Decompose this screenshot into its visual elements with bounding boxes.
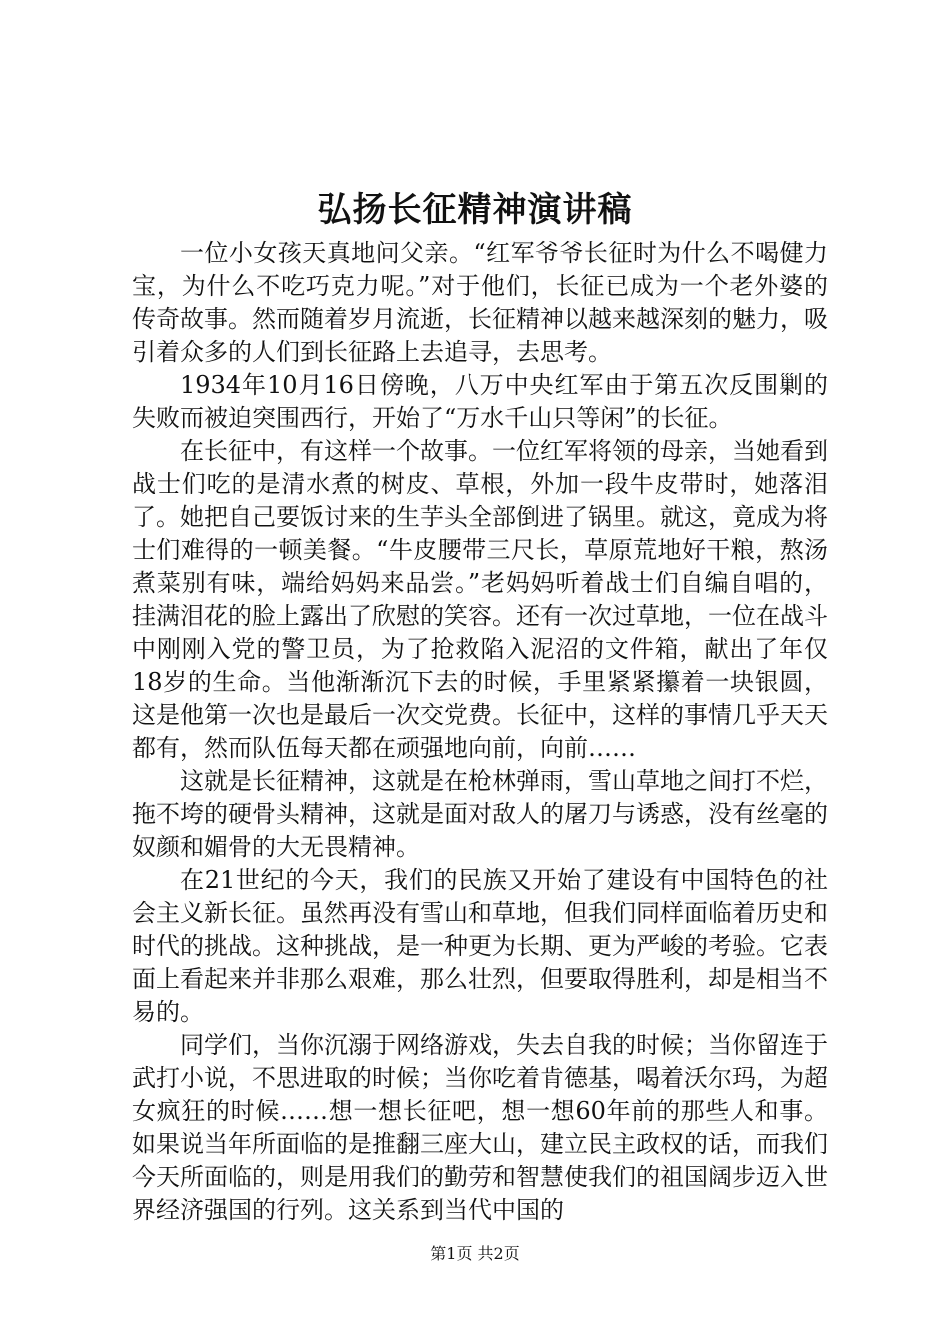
paragraph-5: 在21世纪的今天，我们的民族又开始了建设有中国特色的社会主义新长征。虽然再没有雪山和草地，但我们同样面临着历史和时代的挑战。这种挑战，是一种更为长期、更为严峻的考验。它表面上看起来并非那么艰难，那么壮烈，但要取得胜利，却是相当不易的。 [132, 866, 828, 1026]
document-title: 弘扬长征精神演讲稿 [317, 190, 633, 230]
page-number-footer: 第1页 共2页 [430, 1244, 520, 1263]
paragraph-4: 这就是长征精神，这就是在枪林弹雨，雪山草地之间打不烂，拖不垮的硬骨头精神，这就是面对敌人的屠刀与诱惑，没有丝毫的奴颜和媚骨的大无畏精神。 [132, 767, 828, 861]
paragraph-6: 同学们，当你沉溺于网络游戏，失去自我的时候；当你留连于武打小说，不思进取的时候；当你吃着肯德基，喝着沃尔玛，为超女疯狂的时候……想一想长征吧，想一想60年前的那些人和事。如果说当年所面临的是推翻三座大山，建立民主政权的话，而我们今天所面临的，则是用我们的勤劳和智慧使我们的祖国阔步迈入世界经济强国的行列。这关系到当代中国的 [132, 1031, 828, 1224]
paragraph-1: 一位小女孩天真地问父亲。“红军爷爷长征时为什么不喝健力宝，为什么不吃巧克力呢。”对于他们，长征已成为一个老外婆的传奇故事。然而随着岁月流逝，长征精神以越来越深刻的魅力，吸引着众多的人们到长征路上去追寻，去思考。 [132, 239, 828, 366]
document-body [132, 237, 828, 1227]
paragraph-3: 在长征中，有这样一个故事。一位红军将领的母亲，当她看到战士们吃的是清水煮的树皮、草根，外加一段牛皮带时，她落泪了。她把自己要饭讨来的生芋头全部倒进了锅里。就这，竟成为将士们难得的一顿美餐。“牛皮腰带三尺长，草原荒地好干粮，熬汤煮菜别有味，端给妈妈来品尝。”老妈妈听着战士们自编自唱的，挂满泪花的脸上露出了欣慰的笑容。还有一次过草地，一位在战斗中刚刚入党的警卫员，为了抢救陷入泥沼的文件箱，献出了年仅18岁的生命。当他渐渐沉下去的时候，手里紧紧攥着一块银圆，这是他第一次也是最后一次交党费。长征中，这样的事情几乎天天都有，然而队伍每天都在顽强地向前，向前…… [132, 437, 828, 762]
paragraph-2: 1934年10月16日傍晚，八万中央红军由于第五次反围剿的失败而被迫突围西行，开始了“万水千山只等闲”的长征。 [132, 371, 828, 432]
